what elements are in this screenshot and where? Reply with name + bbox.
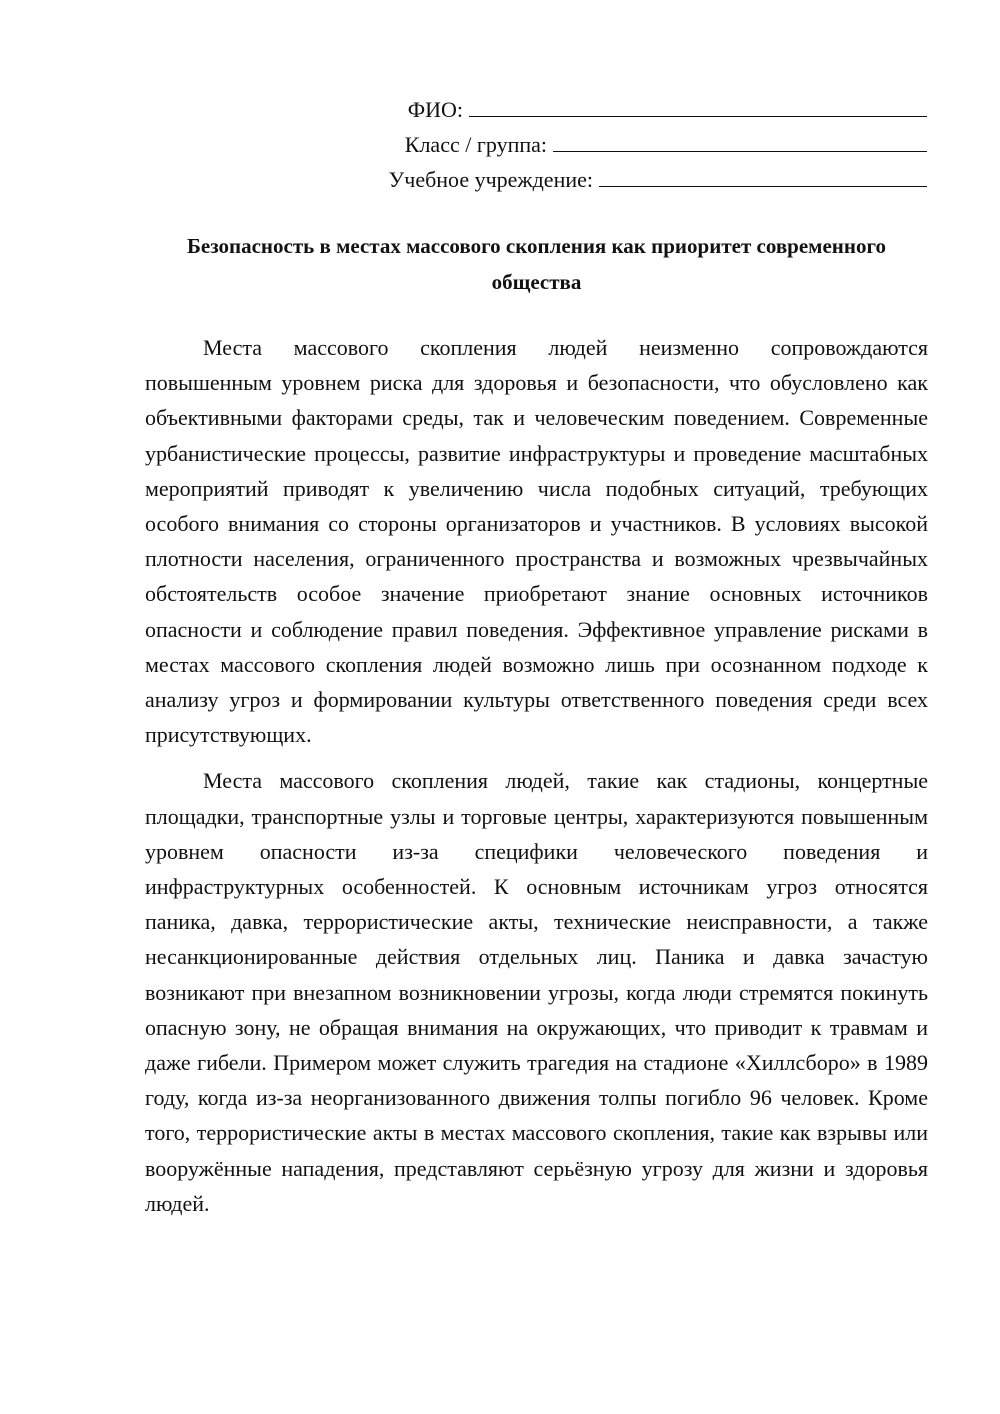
paragraph: Места массового скопления людей неизменно сопровождаются повышенным уровнем риска для здоровья и безопасности, что обусловлено как объективными факторами среды, так и человеческим поведением. Современные урбанистические процессы, развитие инфраструктуры и проведение масштабных мероприятий приводят к увеличению числа подобных ситуаций, требующих особого внимания со стороны организаторов и участников. В условиях высокой плотности населения, ограниченного пространства и возможных чрезвычайных обстоятельств особое значение приобретают знание основных источников опасности и соблюдение правил поведения. Эффективное управление рисками в местах массового скопления людей возможно лишь при осознанном подходе к анализу угроз и формировании культуры ответственного поведения среди всех присутствующих. xyxy=(145,335,928,748)
class-label: Класс / группа: xyxy=(404,132,547,157)
class-field xyxy=(327,127,927,162)
school-blank-line[interactable] xyxy=(599,164,927,187)
school-field xyxy=(327,162,927,197)
essay-title: Безопасность в местах массового скопления как приоритет современного общества xyxy=(186,234,886,294)
name-field xyxy=(327,92,927,127)
name-blank-line[interactable] xyxy=(469,94,927,117)
paragraph: Места массового скопления людей, такие как стадионы, концертные площадки, транспортные узлы и торговые центры, характеризуются повышенным уровнем опасности из-за специфики человеческого поведения и инфраструктурных особенностей. К основным источникам угроз относятся паника, давка, террористические акты, технические неисправности, а также несанкционированные действия отдельных лиц. Паника и давка зачастую возникают при внезапном возникновении угрозы, когда люди стремятся покинуть опасную зону, не обращая внимания на окружающих, что приводит к травмам и даже гибели. Примером может служить трагедия на стадионе «Хиллсборо» в 1989 году, когда из-за неорганизованного движения толпы погибло 96 человек. Кроме того, террористические акты в местах массового скопления, такие как взрывы или вооружённые нападения, представляют серьёзную угрозу для жизни и здоровья людей. xyxy=(145,768,928,1216)
name-label: ФИО: xyxy=(407,97,463,122)
school-label: Учебное учреждение: xyxy=(388,167,593,192)
class-blank-line[interactable] xyxy=(553,129,927,152)
essay-body xyxy=(145,330,928,1232)
student-info-fields xyxy=(327,92,927,197)
